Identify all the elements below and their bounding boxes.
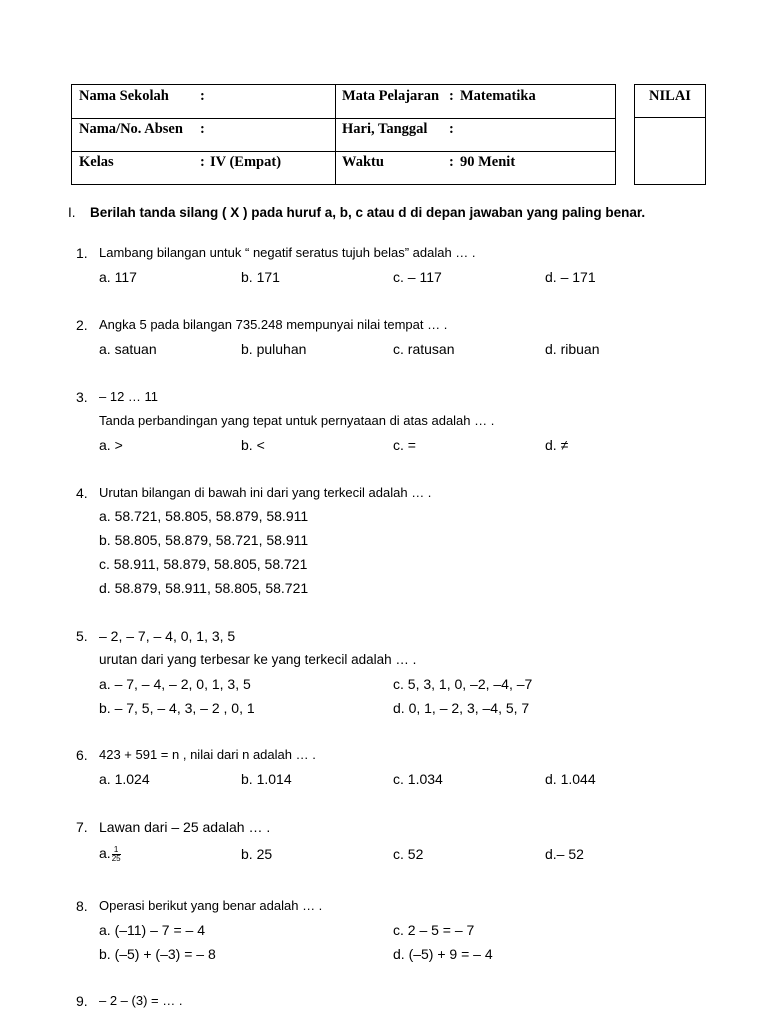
option-d[interactable]: d. (–5) + 9 = – 4 xyxy=(393,946,493,962)
option-a[interactable] xyxy=(99,845,121,863)
subject-value: Matematika xyxy=(460,88,536,104)
option-a[interactable]: a. (–11) – 7 = – 4 xyxy=(99,922,205,938)
table-row xyxy=(72,118,615,152)
time-colon: : xyxy=(449,154,454,170)
question-stem: Urutan bilangan di bawah ini dari yang terkecil adalah … . xyxy=(99,485,432,500)
school-name-label: Nama Sekolah xyxy=(79,88,169,104)
option-d[interactable]: d. – 171 xyxy=(545,269,596,285)
option-c[interactable]: c. 1.034 xyxy=(393,771,443,787)
score-label: NILAI xyxy=(635,85,705,118)
question-text: Tanda perbandingan yang tepat untuk pernyataan di atas adalah … . xyxy=(99,413,495,428)
option-a[interactable]: a. 117 xyxy=(99,269,137,285)
table-row xyxy=(72,85,615,119)
option-a[interactable]: a. satuan xyxy=(99,341,157,357)
question-number: 7. xyxy=(76,819,88,835)
question-stem: 423 + 591 = n , nilai dari n adalah … . xyxy=(99,747,316,762)
class-label: Kelas xyxy=(79,154,114,170)
option-b[interactable]: b. 58.805, 58.879, 58.721, 58.911 xyxy=(99,532,309,548)
question-stem: – 12 … 11 xyxy=(99,389,159,404)
table-row xyxy=(72,151,615,184)
question-number: 4. xyxy=(76,485,88,501)
option-c[interactable]: c. ratusan xyxy=(393,341,455,357)
question-stem: – 2 – (3) = … . xyxy=(99,993,183,1008)
question-stem: – 2, – 7, – 4, 0, 1, 3, 5 xyxy=(99,628,236,644)
question-text: urutan dari yang terbesar ke yang terkecil adalah … . xyxy=(99,652,417,667)
subject-colon: : xyxy=(449,88,454,104)
option-b[interactable]: b. 171 xyxy=(241,269,280,285)
option-a[interactable]: a. > xyxy=(99,437,123,453)
fraction xyxy=(112,846,121,863)
school-name-cell xyxy=(79,85,329,119)
student-name-cell xyxy=(79,118,329,152)
option-c[interactable]: c. = xyxy=(393,437,416,453)
section-instruction xyxy=(68,205,645,220)
option-c[interactable]: c. 52 xyxy=(393,846,424,862)
option-letter: a. xyxy=(99,845,111,861)
time-cell xyxy=(342,151,612,185)
option-c[interactable]: c. 5, 3, 1, 0, –2, –4, –7 xyxy=(393,676,533,692)
option-a[interactable]: a. 58.721, 58.805, 58.879, 58.911 xyxy=(99,508,309,524)
time-value: 90 Menit xyxy=(460,154,516,170)
date-colon: : xyxy=(449,121,454,137)
option-b[interactable]: b. (–5) + (–3) = – 8 xyxy=(99,946,216,962)
option-d[interactable]: d. 0, 1, – 2, 3, –4, 5, 7 xyxy=(393,700,530,716)
date-label: Hari, Tanggal xyxy=(342,121,428,137)
option-a[interactable]: a. 1.024 xyxy=(99,771,150,787)
section-number: I. xyxy=(68,205,76,220)
question-number: 6. xyxy=(76,747,88,763)
fraction-denominator: 25 xyxy=(111,853,121,863)
option-d[interactable]: d. 1.044 xyxy=(545,771,596,787)
option-c[interactable]: c. 2 – 5 = – 7 xyxy=(393,922,475,938)
class-colon: : xyxy=(200,154,205,170)
student-name-colon: : xyxy=(200,121,205,137)
option-d[interactable]: d. 58.879, 58.911, 58.805, 58.721 xyxy=(99,580,309,596)
class-cell xyxy=(79,151,329,185)
class-value: IV (Empat) xyxy=(210,154,282,170)
question-stem: Angka 5 pada bilangan 735.248 mempunyai nilai tempat … . xyxy=(99,317,448,332)
option-c[interactable]: c. 58.911, 58.879, 58.805, 58.721 xyxy=(99,556,308,572)
fraction-numerator: 1 xyxy=(112,846,121,855)
question-stem: Lawan dari – 25 adalah … . xyxy=(99,819,271,835)
school-name-colon: : xyxy=(200,88,205,104)
option-c[interactable]: c. – 117 xyxy=(393,269,442,285)
score-field[interactable] xyxy=(635,118,705,182)
option-b[interactable]: b. puluhan xyxy=(241,341,307,357)
subject-label: Mata Pelajaran xyxy=(342,88,440,104)
option-b[interactable]: b. 25 xyxy=(241,846,273,862)
option-a[interactable]: a. – 7, – 4, – 2, 0, 1, 3, 5 xyxy=(99,676,251,692)
question-number: 3. xyxy=(76,389,88,405)
time-label: Waktu xyxy=(342,154,384,170)
score-box xyxy=(634,84,706,185)
student-name-label: Nama/No. Absen xyxy=(79,121,183,137)
question-number: 8. xyxy=(76,898,88,914)
option-d[interactable]: d.– 52 xyxy=(545,846,584,862)
option-d[interactable]: d. ribuan xyxy=(545,341,600,357)
question-number: 1. xyxy=(76,245,88,261)
identity-table xyxy=(71,84,616,185)
question-number: 2. xyxy=(76,317,88,333)
question-number: 9. xyxy=(76,993,88,1009)
subject-cell xyxy=(342,85,612,119)
question-stem: Lambang bilangan untuk “ negatif seratus tujuh belas” adalah … . xyxy=(99,245,476,260)
option-b[interactable]: b. 1.014 xyxy=(241,771,292,787)
option-b[interactable]: b. < xyxy=(241,437,265,453)
question-number: 5. xyxy=(76,628,88,644)
option-b[interactable]: b. – 7, 5, – 4, 3, – 2 , 0, 1 xyxy=(99,700,255,716)
question-stem: Operasi berikut yang benar adalah … . xyxy=(99,898,323,913)
date-cell xyxy=(342,118,612,152)
instruction-text: Berilah tanda silang ( X ) pada huruf a, b, c atau d di depan jawaban yang paling benar. xyxy=(90,205,646,220)
option-d[interactable]: d. ≠ xyxy=(545,437,569,453)
